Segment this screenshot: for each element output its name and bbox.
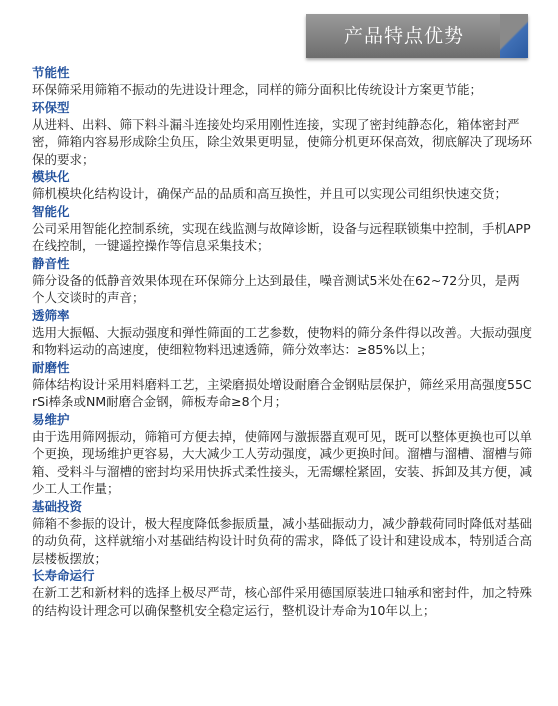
feature-intelligent (32, 203, 532, 255)
feature-energy-saving (32, 64, 532, 99)
feature-foundation-investment (32, 498, 532, 568)
feature-eco-friendly (32, 99, 532, 169)
feature-description: 从进料、出料、筛下料斗漏斗连接处均采用刚性连接，实现了密封纯静态化，箱体密封严密，筛箱内容易形成除尘负压，除尘效果更明显，使筛分机更环保高效，彻底解决了现场环保的要求； (32, 116, 533, 167)
feature-wear-resistance (32, 359, 532, 411)
feature-description: 环保筛采用筛箱不振动的先进设计理念，同样的筛分面积比传统设计方案更节能； (32, 82, 483, 97)
feature-list (32, 64, 532, 619)
feature-title: 长寿命运行 (32, 568, 95, 583)
feature-quiet (32, 255, 532, 307)
feature-title: 易维护 (32, 411, 70, 427)
feature-description: 公司采用智能化控制系统，实现在线监测与故障诊断，设备与远程联锁集中控制，手机APP在线控制，一键遥控操作等信息采集技术； (32, 220, 531, 253)
feature-description: 筛机模块化结构设计，确保产品的品质和高互换性，并且可以实现公司组织快速交货； (32, 186, 508, 201)
feature-title: 透筛率 (32, 307, 70, 323)
feature-screening-rate (32, 307, 532, 359)
feature-title: 环保型 (32, 99, 70, 115)
feature-description: 筛箱不参振的设计，极大程度降低参振质量，减小基础振动力，减少静载荷同时降低对基础的动负荷，这样就缩小对基础结构设计时负荷的需求，降低了设计和建设成本，特别适合高层楼板摆放； (32, 515, 533, 566)
feature-long-life (32, 567, 532, 619)
feature-description: 筛体结构设计采用料磨料工艺，主梁磨损处增设耐磨合金钢贴层保护，筛丝采用高强度55CrSi棒条或NM耐磨合金钢，筛板寿命≥8个月； (32, 376, 532, 409)
banner-fold-corner (500, 14, 528, 58)
feature-title: 智能化 (32, 203, 70, 219)
feature-description: 筛分设备的低静音效果体现在环保筛分上达到最佳，噪音测试5米处在62~72分贝，是两个人交谈时的声音； (32, 272, 520, 305)
feature-title: 耐磨性 (32, 359, 70, 375)
feature-title: 节能性 (32, 65, 70, 80)
feature-title: 模块化 (32, 169, 70, 184)
feature-modular (32, 168, 532, 203)
feature-description: 选用大振幅、大振动强度和弹性筛面的工艺参数，使物料的筛分条件得以改善。大振动强度和物料运动的高速度，使细粒物料迅速透筛，筛分效率达：≥85%以上； (32, 324, 533, 357)
feature-easy-maintenance (32, 411, 532, 498)
banner-title: 产品特点优势 (343, 25, 464, 47)
feature-title: 基础投资 (32, 498, 83, 514)
feature-description: 在新工艺和新材料的选择上极尽严苛，核心部件采用德国原装进口轴承和密封件，加之特殊的结构设计理念可以确保整机安全稳定运行，整机设计寿命为10年以上； (32, 585, 533, 618)
section-banner (306, 14, 528, 58)
feature-title: 静音性 (32, 255, 70, 271)
feature-description: 由于选用筛网振动，筛箱可方便去掉，使筛网与激振器直观可见，既可以整体更换也可以单个更换，现场维护更容易，大大减少工人劳动强度，减少更换时间。溜槽与溜槽、溜槽与筛箱、受料斗与溜槽的密封均采用快拆式柔性接头，无需螺栓紧固，安装、拆卸及其方便，减少工人工作量； (32, 428, 533, 496)
